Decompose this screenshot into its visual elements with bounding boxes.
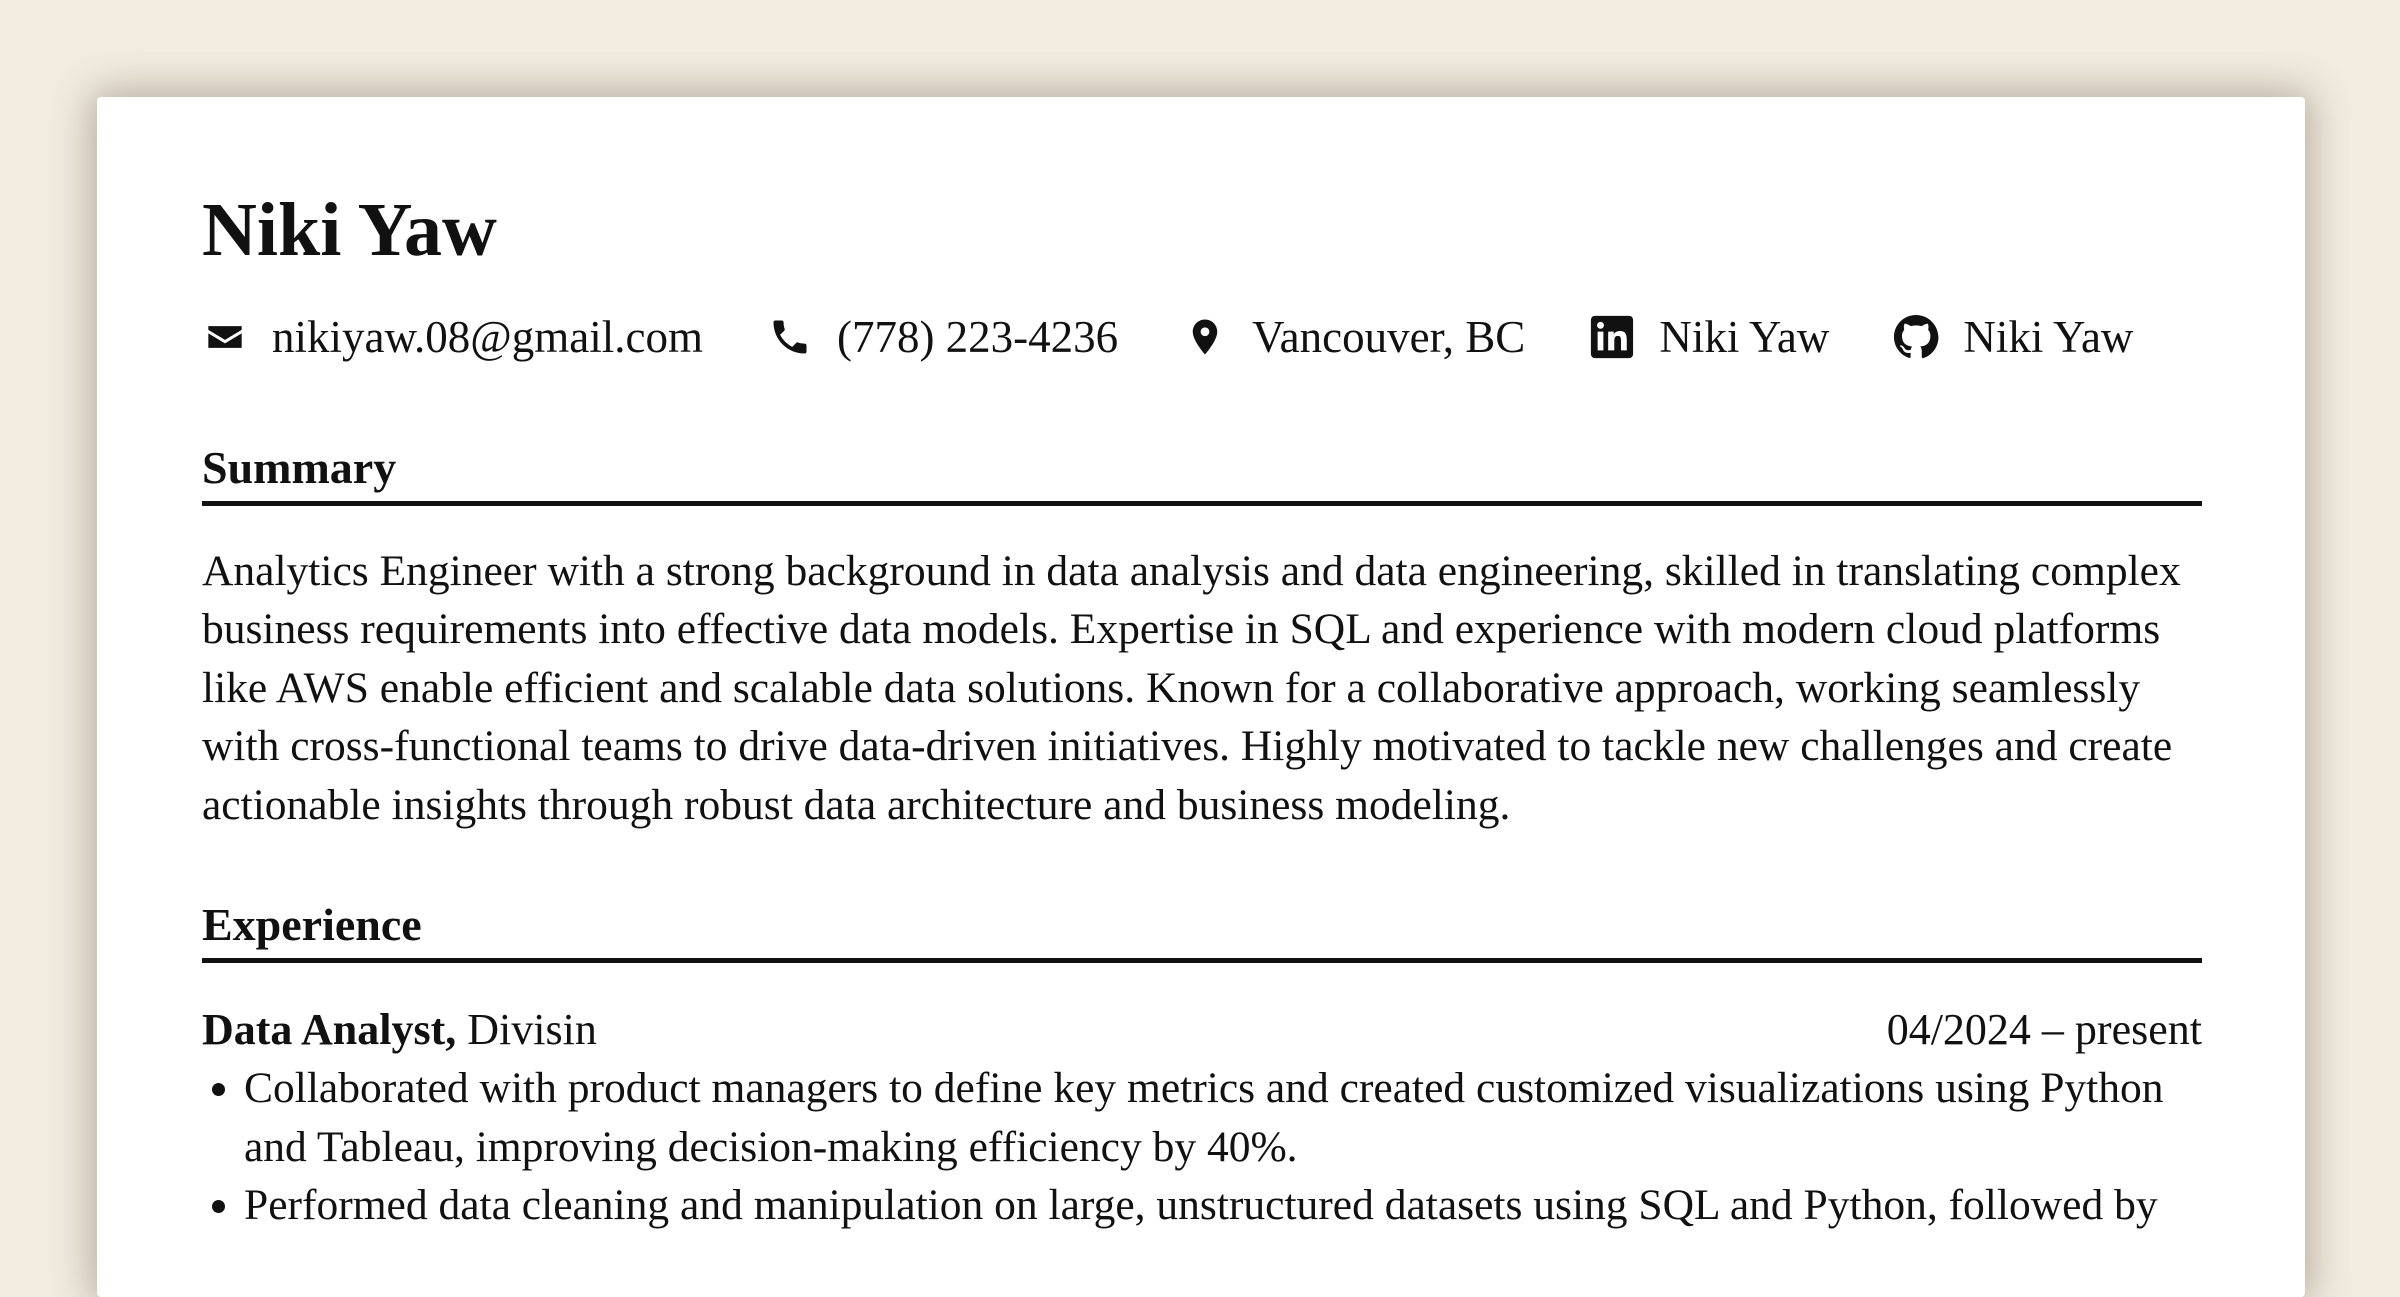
job-bullets (202, 1059, 2202, 1235)
github-icon (1893, 314, 1939, 360)
email-icon (202, 314, 248, 360)
location-pin-icon (1182, 314, 1228, 360)
contact-email-text: nikiyaw.08@gmail.com (272, 311, 703, 362)
candidate-name: Niki Yaw (202, 188, 497, 272)
job-role (202, 1001, 597, 1059)
contact-linkedin-text: Niki Yaw (1659, 311, 1830, 362)
job-bullet: • Collaborated with product managers to define key metrics and created customized visualizations using Python and Tableau, improving decision-making efficiency by 40%. (244, 1059, 2202, 1176)
contact-email[interactable] (202, 311, 703, 363)
resume-content (202, 189, 2202, 1235)
contact-linkedin[interactable] (1589, 311, 1829, 363)
contact-location-text: Vancouver, BC (1252, 311, 1526, 362)
summary-text: Analytics Engineer with a strong background in data analysis and data engineering, skilled in translating complex business requirements into effective data models. Expertise in SQL and experience with modern cloud platforms like AWS enable efficient and scalable data solutions. Known for a collaborative approach, working seamlessly with cross-functional teams to drive data-driven initiatives. Highly motivated to tackle new challenges and create actionable insights through robust data architecture and business modeling. (202, 546, 2181, 829)
contact-phone-text: (778) 223-4236 (836, 311, 1119, 362)
linkedin-icon (1589, 314, 1635, 360)
contact-github-text: Niki Yaw (1963, 311, 2134, 362)
contact-location (1182, 311, 1525, 363)
job-bullet: • Performed data cleaning and manipulation on large, unstructured datasets using SQL and Python, followed by (244, 1176, 2202, 1235)
job-entry (202, 1001, 2202, 1235)
job-company: Divisin (467, 1005, 597, 1055)
job-title: Data Analyst, (202, 1005, 457, 1055)
job-dates: 04/2024 – present (1886, 1005, 2202, 1055)
summary-heading: Summary (202, 445, 2202, 506)
contact-bar (202, 307, 2202, 367)
experience-heading: Experience (202, 902, 2202, 963)
phone-icon (767, 314, 813, 360)
contact-phone[interactable] (767, 311, 1118, 363)
resume-page (97, 97, 2305, 1297)
job-header (202, 1001, 2202, 1059)
contact-github[interactable] (1893, 311, 2133, 363)
